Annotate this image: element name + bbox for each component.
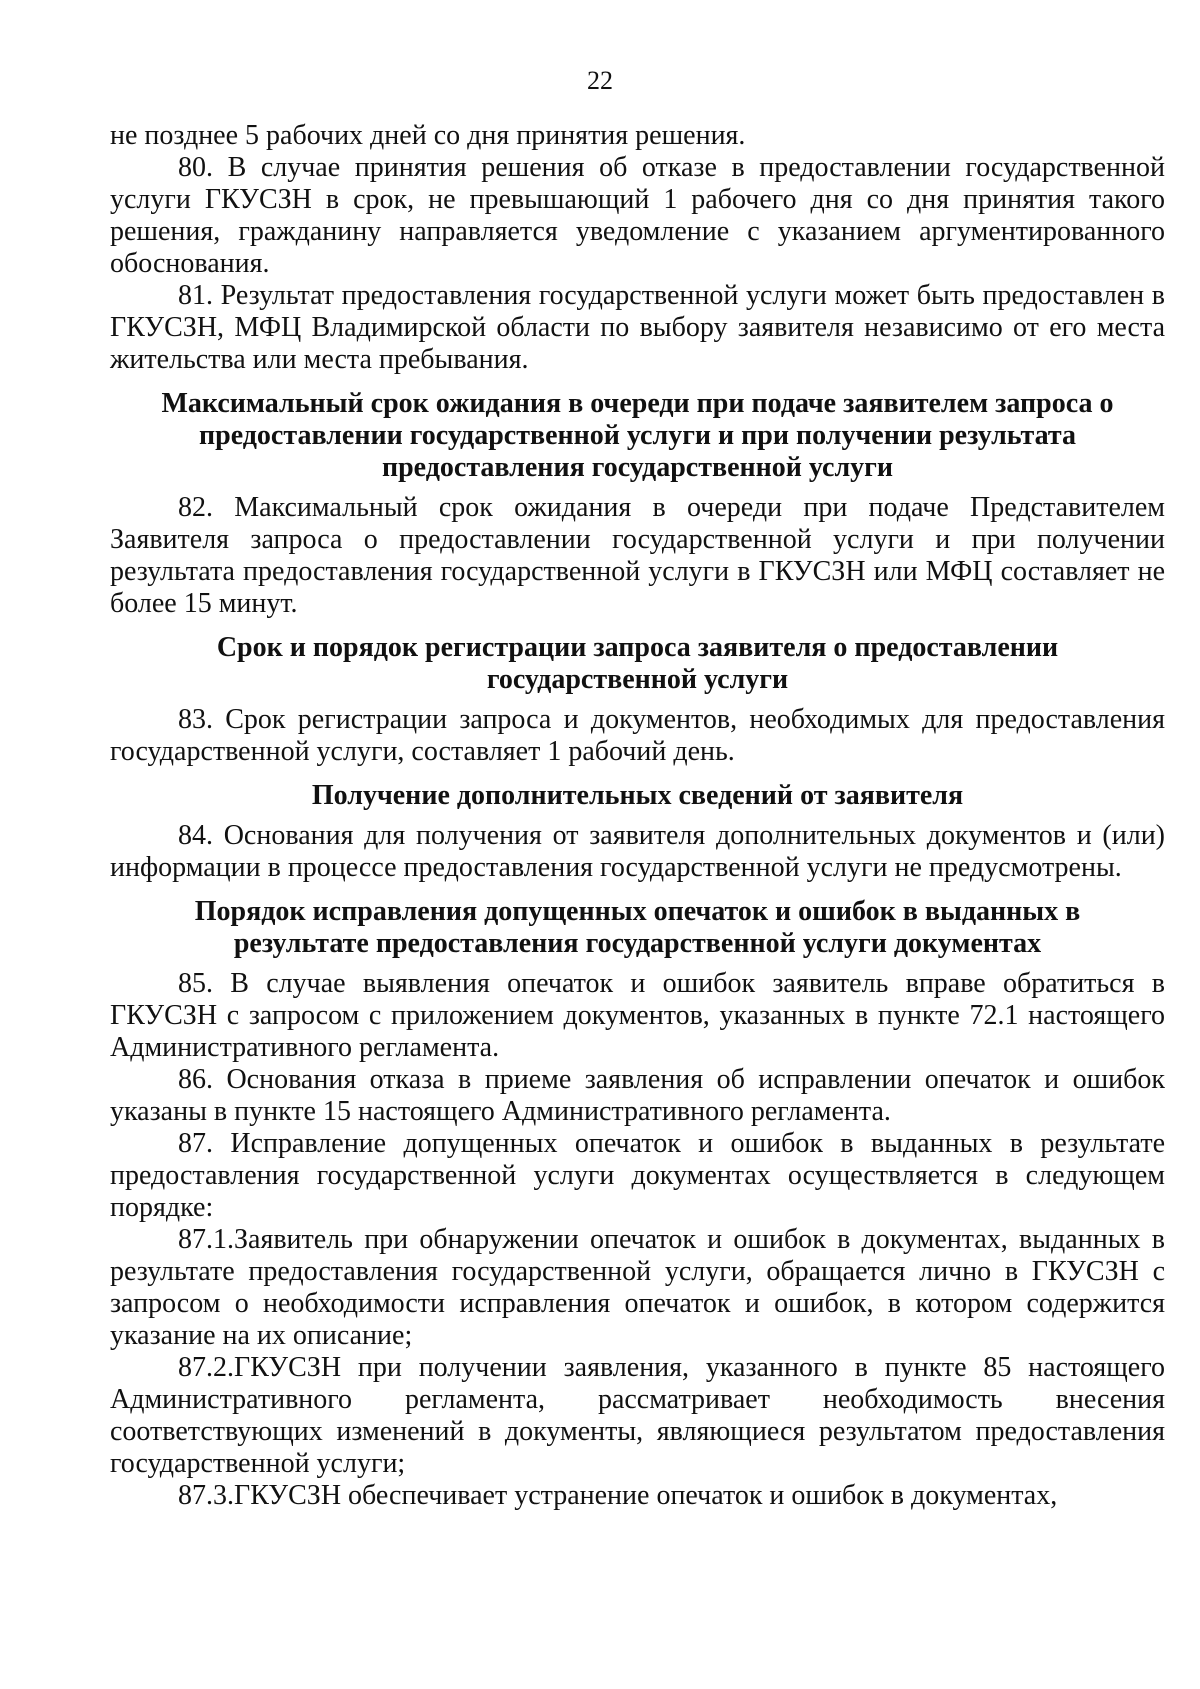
heading-spacer: [110, 768, 1165, 780]
section-heading: Порядок исправления допущенных опечаток и ошибок в выданных в результате предоставления государственной услуги документах: [194, 896, 1081, 959]
paragraph: 85. В случае выявления опечаток и ошибок заявитель вправе обратиться в ГКУСЗН с запросом с приложением документов, указанных в пункте 72.1 настоящего Административного регламента.: [110, 968, 1165, 1063]
paragraph: 84. Основания для получения от заявителя дополнительных документов и (или) информации в процессе предоставления государственной услуги не предусмотрены.: [110, 820, 1165, 883]
page-number: 22: [587, 66, 613, 95]
paragraph: 82. Максимальный срок ожидания в очереди при подаче Представителем Заявителя запроса о предоставлении государственной услуги и при получении результата предоставления государственной услуги в ГКУСЗН или МФЦ составляет не более 15 минут.: [110, 492, 1165, 619]
section-heading: Срок и порядок регистрации запроса заявителя о предоставлении государственной услуги: [216, 632, 1059, 695]
paragraph: 86. Основания отказа в приеме заявления об исправлении опечаток и ошибок указаны в пункте 15 настоящего Административного регламента.: [110, 1064, 1165, 1127]
heading-spacer: [110, 620, 1165, 632]
paragraph: 87.1.Заявитель при обнаружении опечаток и ошибок в документах, выданных в результате предоставления государственной услуги, обращается лично в ГКУСЗН с запросом о необходимости исправления опечаток и ошибок, в котором содержится указание на их описание;: [110, 1224, 1165, 1351]
paragraph: 87. Исправление допущенных опечаток и ошибок в выданных в результате предоставления государственной услуги документах осуществляется в следующем порядке:: [110, 1128, 1165, 1223]
paragraph: не позднее 5 рабочих дней со дня принятия решения.: [110, 120, 746, 151]
heading-spacer: [110, 484, 1165, 492]
heading-spacer: [110, 376, 1165, 388]
heading-spacer: [110, 960, 1165, 968]
paragraph: 83. Срок регистрации запроса и документов, необходимых для предоставления государственной услуги, составляет 1 рабочий день.: [110, 704, 1165, 767]
paragraph: 87.2.ГКУСЗН при получении заявления, указанного в пункте 85 настоящего Административного регламента, рассматривает необходимость внесения соответствующих изменений в документы, являющиеся результатом предоставления государственной услуги;: [110, 1352, 1165, 1479]
heading-spacer: [110, 812, 1165, 820]
document-body: [110, 120, 1165, 1512]
paragraph: 81. Результат предоставления государственной услуги может быть предоставлен в ГКУСЗН, МФЦ Владимирской области по выбору заявителя независимо от его места жительства или места пребывания.: [110, 280, 1165, 375]
heading-spacer: [110, 696, 1165, 704]
section-heading: Максимальный срок ожидания в очереди при подаче заявителем запроса о предоставлении государственной услуги и при получении результата предоставления государственной услуги: [161, 388, 1114, 483]
paragraph: 87.3.ГКУСЗН обеспечивает устранение опечаток и ошибок в документах,: [178, 1480, 1058, 1511]
paragraph: 80. В случае принятия решения об отказе в предоставлении государственной услуги ГКУСЗН в срок, не превышающий 1 рабочего дня со дня принятия такого решения, гражданину направляется уведомление с указанием аргументированного обоснования.: [110, 152, 1165, 279]
heading-spacer: [110, 884, 1165, 896]
section-heading: Получение дополнительных сведений от заявителя: [311, 780, 964, 811]
